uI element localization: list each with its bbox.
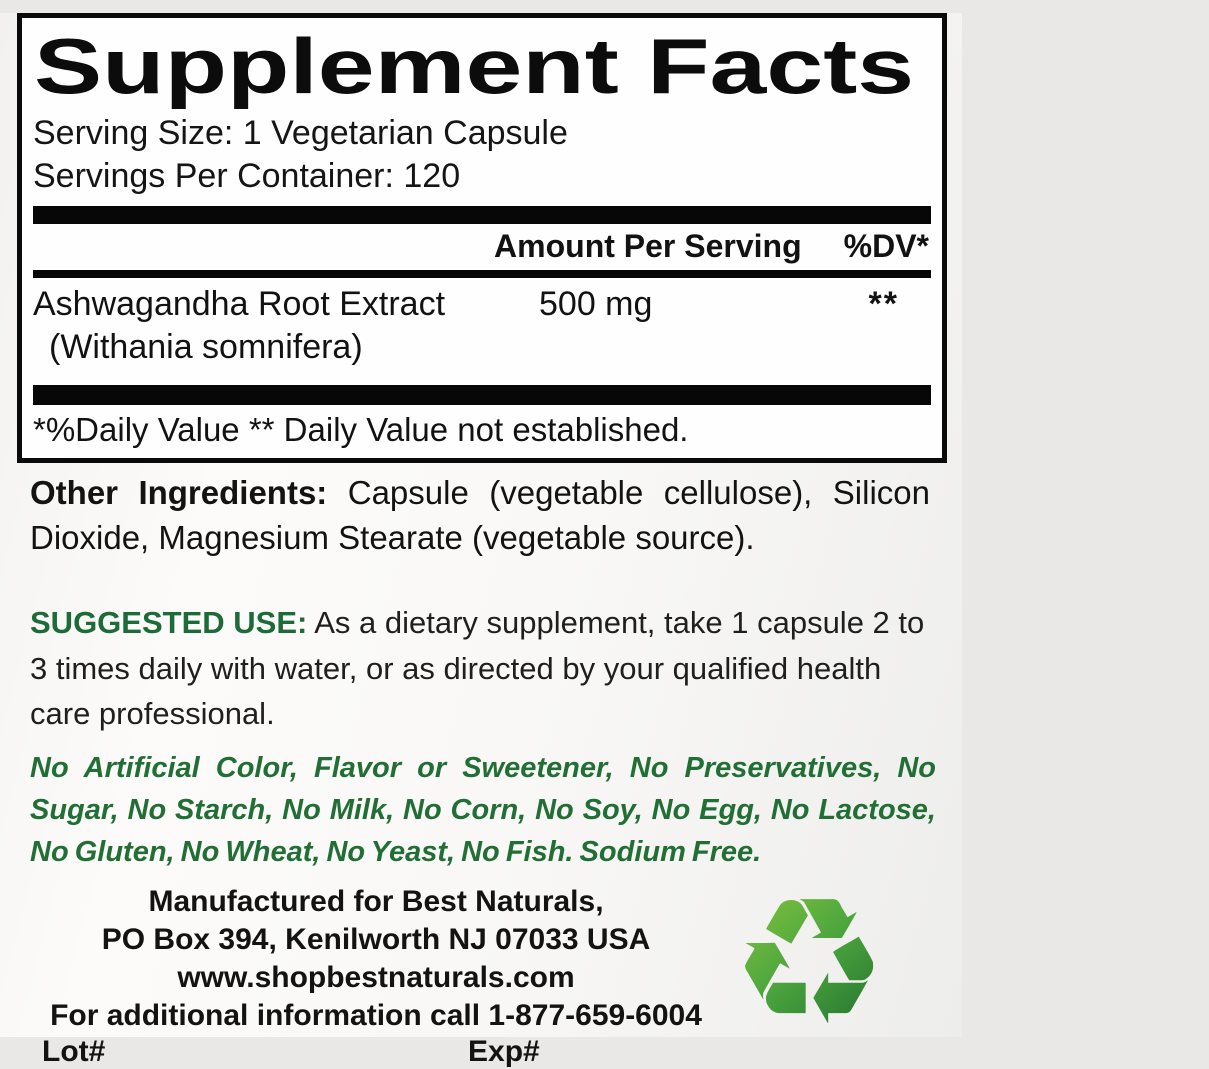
supplement-facts-panel [17, 13, 947, 463]
ingredient-latin-name: (Withania somnifera) [49, 327, 363, 366]
phone-line: For additional information call 1-877-659-6004 [50, 999, 702, 1033]
dv-footnote: *%Daily Value ** Daily Value not established. [33, 410, 689, 448]
other-ingredients-lead: Other Ingredients: [30, 474, 328, 512]
serving-size-line: Serving Size: 1 Vegetarian Capsule [33, 114, 568, 153]
facts-header-row [33, 224, 931, 270]
supplement-label [0, 13, 962, 1069]
other-ingredients-paragraph [30, 471, 930, 560]
ingredient-name: Ashwagandha Root Extract [33, 285, 446, 324]
servings-per-container-line: Servings Per Container: 120 [33, 156, 461, 195]
divider-bar-thick-top [33, 206, 931, 224]
divider-bar-thin [33, 270, 931, 278]
claims-paragraph: No Artificial Color, Flavor or Sweetener, No Preservatives, No Sugar, No Starch, No Milk, No Corn, No Soy, No Egg, No Lactose, No Gluten, No Wheat, No Yeast, No Fish. Sodium Free. [30, 751, 936, 868]
address-line: PO Box 394, Kenilworth NJ 07033 USA [101, 923, 651, 957]
other-ingredients-text: Capsule (vegetable cellulose), Silicon Dioxide, Magnesium Stearate (vegetable source). [30, 474, 930, 556]
divider-bar-thick-bottom [33, 385, 931, 405]
footer-center-block [0, 883, 752, 1035]
ingredient-dv-value: ** [868, 285, 899, 324]
amount-per-serving-header: Amount Per Serving [494, 227, 802, 264]
ingredient-amount: 500 mg [539, 285, 653, 324]
website-line: www.shopbestnaturals.com [177, 961, 575, 995]
exp-label: Exp# [468, 1035, 540, 1069]
suggested-use-text: As a dietary supplement, take 1 capsule 2 to 3 times daily with water, or as directed by your qualified health care professional. [30, 605, 925, 732]
suggested-use-paragraph [30, 600, 942, 737]
dv-header: %DV* [843, 227, 929, 264]
recycle-icon: ♻ [730, 859, 888, 1065]
manufactured-for-line: Manufactured for Best Naturals, [148, 884, 604, 918]
panel-title: Supplement Facts [34, 22, 915, 110]
lot-label: Lot# [42, 1035, 106, 1069]
footer [0, 859, 962, 1069]
ingredient-row [33, 278, 931, 326]
suggested-use-lead: SUGGESTED USE: [30, 605, 308, 641]
